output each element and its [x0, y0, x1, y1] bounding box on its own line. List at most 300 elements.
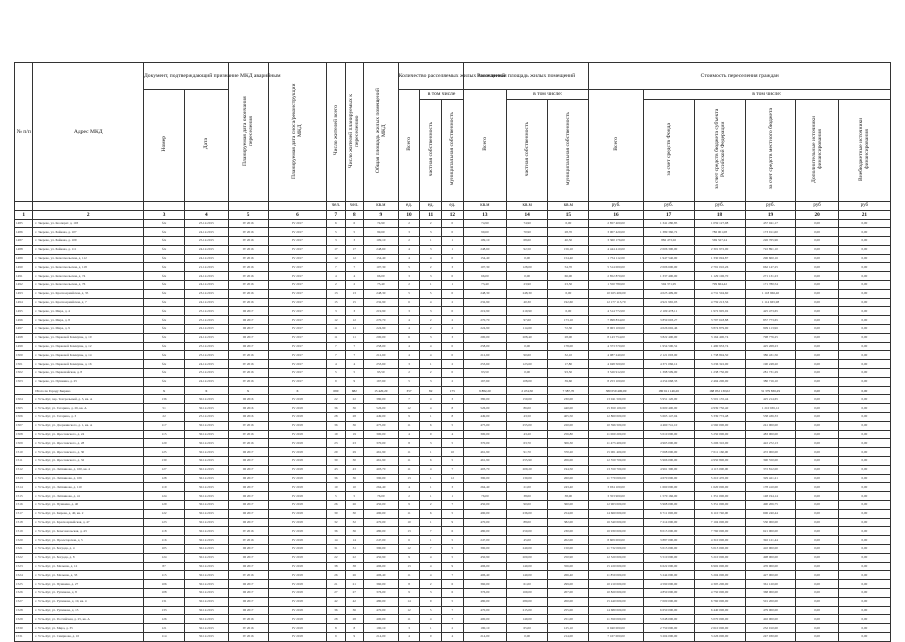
table-cell: 11 — [327, 325, 345, 334]
table-cell: 682 — [345, 386, 363, 395]
table-cell: 390 550,00 — [745, 457, 796, 466]
table-row — [15, 624, 891, 633]
address-cell: г. Зверево, ул. Красноармейская, д. 7 — [33, 298, 144, 307]
header-cost-unfinanced: Внебюджетные источники финансирования — [838, 100, 890, 202]
table-cell: 4 310 000,00 — [694, 536, 745, 545]
table-cell: 232,90 — [364, 298, 399, 307]
table-cell: 5 206 310,00 — [694, 439, 745, 448]
table-cell: 2 006 300,00 — [643, 245, 694, 254]
table-cell: IV 2017 — [268, 369, 327, 378]
table-cell: 11 — [398, 457, 420, 466]
table-cell: IV 2017 — [268, 377, 327, 386]
table-cell: 30.12.2015 — [185, 430, 228, 439]
table-cell: 1 — [420, 448, 442, 457]
table-cell: III 2017 — [228, 457, 268, 466]
table-cell: 54,70 — [548, 263, 589, 272]
header-cost-subject: за счет средств бюджета субъекта Российской Федерации — [694, 100, 745, 202]
table-cell: 123 — [143, 518, 184, 527]
table-cell: 4 — [420, 342, 442, 351]
table-cell: 0,00 — [796, 624, 838, 633]
table-row — [15, 439, 891, 448]
table-cell: 230,00 — [548, 395, 589, 404]
table-cell: 31 379 836,29 — [745, 386, 796, 395]
address-cell: г. Зверево, ул. Мира, д. 8 — [33, 316, 144, 325]
table-cell: 22.12.2015 — [185, 325, 228, 334]
column-number-cell: 11 — [420, 210, 442, 219]
unit-cell — [268, 201, 327, 210]
table-cell: 490 206,75 — [745, 501, 796, 510]
table-cell: 5 — [398, 263, 420, 272]
column-number-cell: 16 — [589, 210, 643, 219]
table-cell: 0,00 — [838, 289, 890, 298]
unit-cell — [185, 201, 228, 210]
table-cell: 1 738 804,50 — [694, 351, 745, 360]
table-cell: 9 — [345, 377, 363, 386]
table-row — [15, 325, 891, 334]
table-cell: 3 — [398, 272, 420, 281]
table-cell: 61,00 — [507, 580, 548, 589]
table-row — [15, 509, 891, 518]
table-cell: 5 968 000,00 — [643, 501, 694, 510]
table-cell: 6 040 000,00 — [589, 624, 643, 633]
table-cell: 0,00 — [796, 483, 838, 492]
header-cost-local: за счет средств местного бюджета — [745, 100, 796, 202]
table-cell: 28,70 — [548, 228, 589, 237]
table-cell: 1519 — [15, 527, 33, 536]
table-cell: 255,90 — [507, 457, 548, 466]
table-cell: 0 — [442, 272, 464, 281]
table-cell: 6 — [420, 457, 442, 466]
table-cell: 0,00 — [548, 289, 589, 298]
table-cell: 25.12.2015 — [185, 413, 228, 422]
table-row — [15, 377, 891, 386]
table-cell: III 2017 — [228, 483, 268, 492]
table-cell: IV 2016 — [228, 527, 268, 536]
table-cell: 0,00 — [796, 395, 838, 404]
table-cell: 0,00 — [796, 219, 838, 228]
table-cell: 154,40 — [364, 254, 399, 263]
header-cost-extra: Дополнительные источники финансирования — [796, 100, 838, 202]
table-cell: 30.12.2015 — [185, 518, 228, 527]
table-cell: 5 339 772,48 — [694, 413, 745, 422]
table-cell: IV 2016 — [228, 272, 268, 281]
column-number-cell: 6 — [268, 210, 327, 219]
table-cell: IV 2017 — [268, 237, 327, 246]
table-cell: 6 760 000,00 — [694, 597, 745, 606]
table-cell: 15 — [345, 298, 363, 307]
column-number-cell: 19 — [745, 210, 796, 219]
table-cell: 0,00 — [796, 518, 838, 527]
table-cell: 8 015 000,00 — [643, 527, 694, 536]
table-row — [15, 430, 891, 439]
table-cell: 475,00 — [364, 421, 399, 430]
table-cell: 1505 — [15, 404, 33, 413]
table-cell: 483 000,00 — [745, 430, 796, 439]
table-cell: 7 — [442, 606, 464, 615]
table-cell: 241 000,00 — [745, 421, 796, 430]
table-cell: 4 961 300,00 — [643, 465, 694, 474]
table-cell: 36 — [345, 404, 363, 413]
table-cell: 30.12.2015 — [185, 448, 228, 457]
table-cell: 127 — [143, 465, 184, 474]
table-cell: 4 — [398, 430, 420, 439]
table-cell: 28,00 — [548, 333, 589, 342]
table-cell: 361 120,00 — [745, 580, 796, 589]
table-cell: 87 — [143, 562, 184, 571]
table-cell: 190,10 — [364, 624, 399, 633]
table-row — [15, 544, 891, 553]
table-cell: 253,60 — [463, 360, 506, 369]
table-cell: 12 — [327, 316, 345, 325]
table-row — [15, 632, 891, 641]
table-cell: 0,00 — [838, 342, 890, 351]
table-cell: 26 — [345, 501, 363, 510]
table-cell: 390,00 — [364, 474, 399, 483]
table-cell: 1500 — [15, 351, 33, 360]
table-cell: 0,00 — [796, 342, 838, 351]
table-cell: 5 244 000,00 — [643, 571, 694, 580]
table-cell: IV 2016 — [228, 263, 268, 272]
table-cell: 2 — [398, 369, 420, 378]
table-cell: 9 — [442, 562, 464, 571]
header-residents-planned: Число жителей планируемых к переселению — [345, 63, 363, 202]
table-cell: 236,00 — [507, 509, 548, 518]
table-cell: 0,00 — [838, 237, 890, 246]
table-cell: 4 305 200,00 — [694, 580, 745, 589]
table-cell: 5 — [442, 421, 464, 430]
table-cell: 3 — [420, 307, 442, 316]
address-cell: г. Усть-Кут, ул. Ярославского, д. 28 — [33, 439, 144, 448]
table-cell: IV 2017 — [268, 333, 327, 342]
table-cell: 799 664,42 — [694, 281, 745, 290]
table-cell: 25.12.2015 — [185, 307, 228, 316]
table-cell: 15 650 100,00 — [589, 404, 643, 413]
table-cell: 470,00 — [463, 518, 506, 527]
table-cell: 382,00 — [548, 518, 589, 527]
table-cell: 28 — [327, 615, 345, 624]
table-cell: 2 — [442, 316, 464, 325]
table-cell: 4 — [420, 254, 442, 263]
table-cell: 0,00 — [507, 369, 548, 378]
table-cell: 2 — [420, 219, 442, 228]
unit-cell: ед. — [442, 201, 464, 210]
table-cell: 4 — [442, 430, 464, 439]
table-cell: 5 048 000,00 — [643, 615, 694, 624]
table-cell: б/н — [143, 316, 184, 325]
table-cell: 0,00 — [838, 245, 890, 254]
table-cell: 1 — [420, 474, 442, 483]
table-cell: 4 731 504,60 — [694, 289, 745, 298]
table-cell: 10 — [327, 483, 345, 492]
table-cell: 0,00 — [796, 245, 838, 254]
table-cell: IV 2018 — [268, 448, 327, 457]
table-cell: 0 — [442, 219, 464, 228]
table-cell: 209,20 — [507, 465, 548, 474]
address-cell: г. Усть-Кут, ул. Литвинова, д. 41 — [33, 492, 144, 501]
column-number-cell: 1 — [15, 210, 33, 219]
table-cell: 9 — [398, 588, 420, 597]
table-cell: 1517 — [15, 509, 33, 518]
table-cell: 7 — [420, 527, 442, 536]
table-cell: б/н — [143, 342, 184, 351]
table-row — [15, 245, 891, 254]
table-cell: 0,00 — [796, 369, 838, 378]
table-cell: 3 — [420, 439, 442, 448]
table-cell: 11 473 400,00 — [589, 439, 643, 448]
table-cell: 3 — [420, 588, 442, 597]
table-cell: 1486 — [15, 228, 33, 237]
table-cell: 207,00 — [548, 588, 589, 597]
table-cell: 2 — [327, 281, 345, 290]
table-cell: 19 — [327, 430, 345, 439]
table-cell: 7 — [327, 342, 345, 351]
table-cell: 5 — [442, 536, 464, 545]
table-cell: 206,00 — [548, 457, 589, 466]
table-cell: 130 — [143, 457, 184, 466]
table-cell: 376,00 — [364, 588, 399, 597]
table-body — [15, 219, 891, 641]
table-cell: 0 — [442, 228, 464, 237]
table-cell: 5 210 470,00 — [694, 474, 745, 483]
table-cell: III 2017 — [228, 492, 268, 501]
table-cell: 43,50 — [507, 413, 548, 422]
table-cell: 248,30 — [364, 289, 399, 298]
table-cell: 43,20 — [507, 430, 548, 439]
table-cell: 1 754 112,00 — [589, 254, 643, 263]
table-cell: IV 2016 — [228, 377, 268, 386]
table-cell: 0,00 — [796, 430, 838, 439]
table-cell: 0,00 — [796, 439, 838, 448]
table-cell: 4 514 772,00 — [589, 307, 643, 316]
table-row — [15, 492, 891, 501]
table-cell: 480,00 — [364, 527, 399, 536]
header-total-area: Общая площадь жилых помещений МКД — [364, 63, 399, 202]
table-cell: 1 — [442, 237, 464, 246]
unit-cell: чел. — [345, 201, 363, 210]
table-cell: 14 680 000,00 — [589, 606, 643, 615]
table-cell: IV 2016 — [228, 536, 268, 545]
table-cell: 5 013 000,00 — [694, 544, 745, 553]
table-cell: 0,00 — [796, 386, 838, 395]
table-cell: 5 351 000,00 — [694, 501, 745, 510]
table-cell: 26 — [327, 501, 345, 510]
table-cell: 0,00 — [796, 272, 838, 281]
address-cell: г. Усть-Кут, ул. Рупинова, д. 15 — [33, 606, 144, 615]
table-cell: 4 759 213,56 — [694, 298, 745, 307]
table-cell: III 2017 — [228, 580, 268, 589]
table-cell: б/н — [143, 369, 184, 378]
table-cell: 25.12.2015 — [185, 237, 228, 246]
table-cell: 4 560 000,00 — [694, 421, 745, 430]
table-cell: III 2017 — [228, 553, 268, 562]
table-cell: 400,00 — [463, 615, 506, 624]
table-cell: 400,00 — [364, 615, 399, 624]
header-doc-number: Номер — [143, 90, 184, 202]
table-cell: 68,60 — [507, 237, 548, 246]
table-cell: 150,00 — [548, 544, 589, 553]
table-cell: 5 070 000,00 — [694, 615, 745, 624]
table-cell: б/н — [143, 228, 184, 237]
address-cell: г. Усть-Кут, ул. Смирнова, д. 10 — [33, 632, 144, 641]
address-cell: г. Усть-Кут, ул. Пролетарская, д. 5 — [33, 536, 144, 545]
table-cell: 215,00 — [507, 606, 548, 615]
table-cell: 167,60 — [463, 377, 506, 386]
table-cell: 786 001,08 — [694, 228, 745, 237]
table-cell: 230,00 — [548, 527, 589, 536]
table-cell: 280,00 — [507, 597, 548, 606]
table-cell: IV 2016 — [228, 254, 268, 263]
table-cell: 0,00 — [796, 544, 838, 553]
table-cell: 10 — [398, 518, 420, 527]
table-cell: 107,30 — [463, 263, 506, 272]
table-cell: 167,60 — [364, 377, 399, 386]
table-cell: 3 226 000,00 — [694, 632, 745, 641]
table-cell: 1 129 106,70 — [694, 272, 745, 281]
table-cell: 7 — [327, 351, 345, 360]
header-cost-incl: в том числе: — [643, 90, 890, 100]
table-cell: 1523 — [15, 562, 33, 571]
table-cell: 12 — [398, 544, 420, 553]
table-cell: 1524 — [15, 571, 33, 580]
table-cell: 119 — [143, 483, 184, 492]
table-cell: IV 2016 — [228, 281, 268, 290]
address-cell: г. Зверево, ул. Красноармейская, д. 35 — [33, 289, 144, 298]
table-cell: 36 — [327, 527, 345, 536]
table-cell: 4 — [327, 272, 345, 281]
table-cell: 405,50 — [548, 413, 589, 422]
table-cell: 2 474,50 — [507, 386, 548, 395]
table-cell: 11 390 000,00 — [589, 615, 643, 624]
table-cell: 194,50 — [548, 465, 589, 474]
table-cell: 370,20 — [548, 448, 589, 457]
table-cell: 10 025 400,00 — [589, 289, 643, 298]
column-number-cell: 14 — [507, 210, 548, 219]
table-cell: 3 — [442, 483, 464, 492]
table-cell: 7 — [442, 615, 464, 624]
table-cell: 360,00 — [463, 580, 506, 589]
table-cell: 0,00 — [796, 597, 838, 606]
table-cell: 25.12.2015 — [185, 351, 228, 360]
table-cell: 281 731,29 — [745, 369, 796, 378]
table-cell: IV 2016 — [228, 571, 268, 580]
table-cell: 1507 — [15, 421, 33, 430]
table-cell: 3 — [442, 333, 464, 342]
table-cell: 6 — [398, 298, 420, 307]
table-cell: 30.12.2015 — [185, 395, 228, 404]
table-cell: III 2017 — [228, 325, 268, 334]
table-cell: 296 600,16 — [745, 254, 796, 263]
address-cell: г. Усть-Кут, ул. Ярославского, д. 24 — [33, 430, 144, 439]
table-cell: 1513 — [15, 474, 33, 483]
table-cell: 0,00 — [838, 421, 890, 430]
address-cell: г. Усть-Кут, ул. Пушкина, д. 27 — [33, 580, 144, 589]
table-cell: III 2017 — [228, 562, 268, 571]
table-cell: 129 — [143, 501, 184, 510]
table-cell: IV 2016 — [228, 421, 268, 430]
table-cell: 30.12.2015 — [185, 439, 228, 448]
table-cell: 10 820 000,00 — [589, 588, 643, 597]
table-cell: IV 2016 — [228, 369, 268, 378]
table-cell: 27 — [345, 588, 363, 597]
table-cell: 8 — [345, 624, 363, 633]
table-cell: 4 — [420, 298, 442, 307]
table-cell: 24.12.2015 — [185, 298, 228, 307]
table-row — [15, 421, 891, 430]
address-cell: г. Зверево, ул. Комсомольская, д. 76 — [33, 281, 144, 290]
table-cell: 25.12.2015 — [185, 369, 228, 378]
table-cell: 3 526 912,00 — [589, 369, 643, 378]
unit-cell — [15, 201, 33, 210]
table-cell: 200,00 — [548, 597, 589, 606]
table-cell: 11 — [345, 325, 363, 334]
table-cell: 105 — [143, 544, 184, 553]
table-cell: 30.12.2015 — [185, 421, 228, 430]
table-cell: 372 812,00 — [745, 465, 796, 474]
table-cell: 248,30 — [507, 289, 548, 298]
unit-cell: руб. — [643, 201, 694, 210]
table-cell: 496,00 — [463, 562, 506, 571]
table-cell: 8 609 000,00 — [589, 536, 643, 545]
table-cell: 38 — [345, 562, 363, 571]
table-cell: 219,90 — [364, 307, 399, 316]
table-cell: 798 776,25 — [745, 333, 796, 342]
table-cell: 32,10 — [548, 351, 589, 360]
table-cell: 4 025 499,00 — [643, 289, 694, 298]
table-row — [15, 351, 891, 360]
table-cell: 1 947 540,00 — [643, 254, 694, 263]
table-cell: 2 — [442, 298, 464, 307]
table-cell: 0,00 — [548, 307, 589, 316]
table-cell: 0 — [442, 289, 464, 298]
address-cell: г. Зверево, ул. Байкова, д. 107 — [33, 228, 144, 237]
table-cell: 4 — [398, 632, 420, 641]
table-cell: 0,00 — [796, 606, 838, 615]
table-cell: 116 — [143, 536, 184, 545]
table-cell: 130,00 — [507, 474, 548, 483]
table-cell: 0,00 — [796, 465, 838, 474]
table-cell: 6 — [398, 536, 420, 545]
table-cell: IV 2018 — [268, 562, 327, 571]
table-cell: IV 2017 — [268, 281, 327, 290]
table-cell: 90,60 — [507, 351, 548, 360]
table-cell: 36 — [345, 527, 363, 536]
table-cell: 1 — [420, 483, 442, 492]
table-cell: 1510 — [15, 448, 33, 457]
table-cell: 0,00 — [796, 421, 838, 430]
table-cell: 621 000,00 — [745, 527, 796, 536]
table-cell: 23,90 — [507, 281, 548, 290]
table-cell: 0,00 — [838, 254, 890, 263]
table-cell: IV 2018 — [268, 439, 327, 448]
table-cell: 13 041 500,00 — [589, 395, 643, 404]
address-cell: г. Зверево, ул. Пушкина, д. 25 — [33, 377, 144, 386]
table-cell: 32 — [345, 518, 363, 527]
table-cell: 30.12.2015 — [185, 606, 228, 615]
table-cell: 1487 — [15, 237, 33, 246]
table-cell: III 2016 — [228, 413, 268, 422]
table-cell: 1521 — [15, 544, 33, 553]
table-cell: 5 — [327, 369, 345, 378]
table-cell: б/н — [143, 263, 184, 272]
table-cell: 254,00 — [548, 509, 589, 518]
address-cell: г. Зверево, ул. Парковой Коммуны, д. 16 — [33, 360, 144, 369]
table-cell: 1 — [420, 624, 442, 633]
table-cell: 9 — [398, 413, 420, 422]
table-cell: 475,00 — [463, 421, 506, 430]
table-cell: 7 998 834,00 — [589, 316, 643, 325]
table-cell: 12 520 000,00 — [589, 553, 643, 562]
table-cell: 108,00 — [507, 377, 548, 386]
